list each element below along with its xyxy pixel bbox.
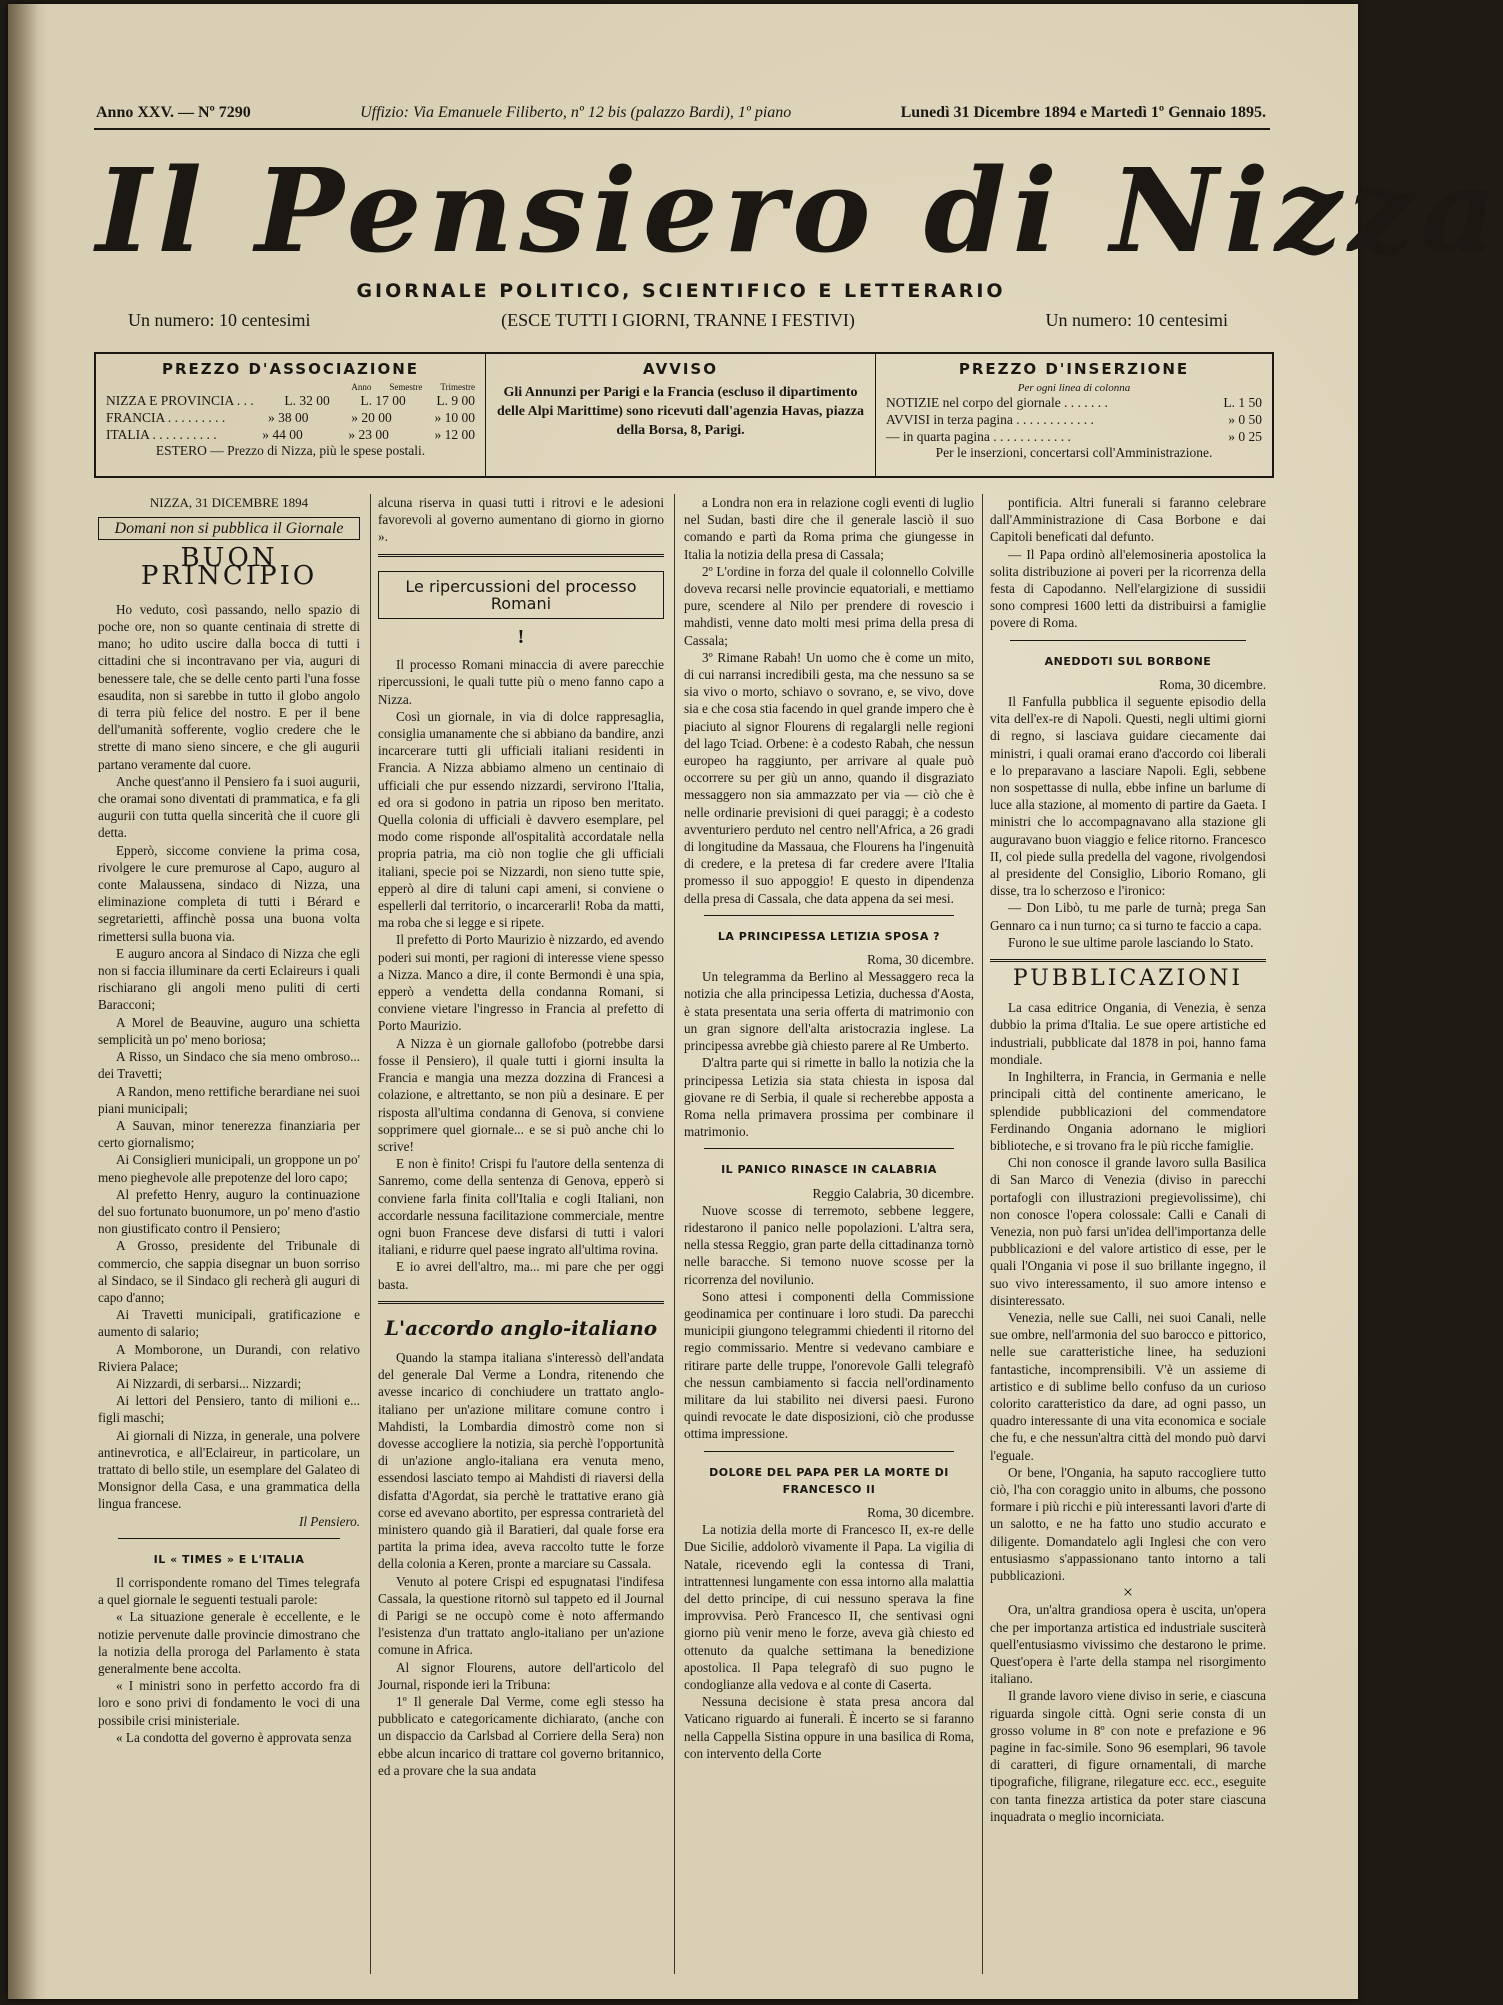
paragraph: Ai Travetti municipali, gratificazione e aumento di salario; <box>98 1307 360 1340</box>
article-body <box>990 494 1266 632</box>
column-2 <box>378 494 664 1974</box>
paragraph: Così un giornale, in via di dolce rappresaglia, consiglia umanamente che si abbiano da bandire, anzi incarcerare tutti gli ufficiali italiani residenti in Francia. A Nizza abbiamo almeno un centinaio di ufficiali che pur essendo nizzardi, servirono l'Italia, ed ora si godono in patria un riposo ben meritato. Quella colonia di ufficiali è davvero esemplare, pel modo come risponde all'ospitalità accordatale nella propria patria, ma ciò non toglie che gli ufficiali italiani, specie poi se Nizzardi, non sieno tutte spie, epperò al dire di taluni capi ameni, si conviene o espellerli dal territorio, o incarcerarli! Roba da matti, ma roba che si legge e si ripete. <box>378 708 664 931</box>
newspaper-page <box>8 4 1503 1999</box>
paragraph: Anche quest'anno il Pensiero fa i suoi augurii, che oramai sono diventati di prammatica, e fa gli augurii con tutta quella sincerità che il cuore gli detta. <box>98 773 360 841</box>
paragraph: Nessuna decisione è stata presa ancora dal Vaticano riguardo ai funerali. È incerto se si faranno nella Cappella Sistina oppure in una basilica di Roma, con intervento della Corte <box>684 1694 974 1761</box>
section-rule <box>704 1451 954 1452</box>
notice-text: Gli Annunzi per Parigi e la Francia (escluso il dipartimento delle Alpi Marittime) sono ricevuti dall'agenzia Havas, piazza della Borsa, 8, Parigi. <box>496 385 865 438</box>
foreign-price: ESTERO — Prezzo di Nizza, più le spese postali. <box>155 443 426 458</box>
paragraph: La notizia della morte di Francesco II, ex-re delle Due Sicilie, addolorò vivamente il Papa. La vigilia di Natale, ricevendo egli la contessa di Trani, intrattennesi lungamente con essa intorno alla malattia del detto principe, di cui nessuno sperava la fine improvvisa. Però Francesco II, che sentivasi ogni giorno più venir meno le forze, aveva già chiesto ed ottenuto da qualche settimana la benedizione apostolica. Il Papa telegrafò di suo pugno le condoglianze alla vedova e al conte di Caserta. <box>684 1522 974 1692</box>
paragraph: A Risso, un Sindaco che sia meno ombroso... dei Travetti; <box>98 1049 360 1082</box>
row-anno: » 44 00 <box>262 427 303 442</box>
row-place: FRANCIA . . . . . . . . . <box>106 410 226 425</box>
section-title: PUBBLICAZIONI <box>1012 966 1244 992</box>
no-publication-notice: Domani non si pubblica il Giornale <box>98 517 360 540</box>
insertion-row <box>886 394 1262 411</box>
paragraph: 1º Il generale Dal Verme, come egli stesso ha pubblicato e categoricamente dichiarato, (anche con un dispaccio da Carlsbad al Corriere della Sera) non ebbe alcun incarico di trattare col governo britannico, ed a provare che la sua andata <box>378 1694 664 1778</box>
subscription-col-headers <box>106 382 475 392</box>
insertion-box <box>876 354 1272 476</box>
ins-price: » 0 25 <box>1228 429 1262 444</box>
article-body <box>684 1521 974 1762</box>
paragraph: D'altra parte qui si rimette in ballo la notizia che la principessa Letizia sia stata chiesta in isposa dal giovane re di Serbia, il quale si recherebbe apposta a Roma nella primavera prossima per combinare il matrimonio. <box>684 1055 974 1140</box>
article-title: Le ripercussioni del processo Romani <box>378 571 664 619</box>
paragraph: Ai Nizzardi, di serbarsi... Nizzardi; <box>116 1375 302 1391</box>
paragraph: Quando la stampa italiana s'interessò dell'andata del generale Dal Verme a Londra, ritenendo che avesse incarico di conchiudere un trattato anglo-italiano per un'azione militare comune contro i Mahdisti, la Lombardia dimostrò come non si dovesse accogliere la notizia, sia perchè l'opportunità di un'azione anglo-italiana era venuta meno, essendosi lasciato tempo ai Mahdisti di riaversi della disfatta d'Agordat, sia perchè le trattative erano già corse ed avevano abortito, per espressa contrarietà del ministero quando già il Baratieri, dal quale forse era partita la prima idea, aveva raccolto tutte le forze della colonia a Keren, pronte a marciare su Cassala. <box>378 1349 664 1572</box>
paragraph: Il prefetto di Porto Maurizio è nizzardo, ed avendo poderi sui monti, per ragioni di interesse viene spesso a Nizza. Manco a dire, il conte Bermondi è una spia, epperò a vendetta della condanna Romani, si conviene vietare l'ingresso in Francia al prefetto di Porto Maurizio. <box>378 932 664 1034</box>
paragraph: A Randon, meno rettifiche berardiane nei suoi piani municipali; <box>98 1083 360 1116</box>
notice-box <box>486 354 876 476</box>
info-boxes <box>94 352 1274 478</box>
exclamation-mark: ! <box>517 626 525 649</box>
masthead-title: Il Pensiero di Nizza <box>96 142 1503 279</box>
subscription-title: PREZZO D'ASSOCIAZIONE <box>161 360 420 378</box>
paragraph: La casa editrice Ongania, di Venezia, è senza dubbio la prima d'Italia. Le sue opere artistiche ed industriali, pubblicate dal 1878 in poi, hanno fama mondiale. <box>990 1000 1266 1067</box>
section-rule <box>704 1148 954 1149</box>
subscription-row <box>106 409 475 426</box>
section-dateline: Reggio Calabria, 30 dicembre. <box>812 1185 974 1201</box>
dateline: NIZZA, 31 DICEMBRE 1894 <box>149 495 309 510</box>
subscription-box <box>96 354 486 476</box>
paragraph: Nuove scosse di terremoto, sebbene leggere, ridestarono il panico nelle popolazioni. L'altra sera, nella stessa Reggio, gran parte della cittadinanza tornò nelle baracche. Si temono nuove scosse per la ricorrenza del novilunio. <box>684 1202 974 1287</box>
paragraph: Epperò, siccome conviene la prima cosa, rivolgere le cure premurose al Capo, auguro al conte Malaussena, sindaco di Nizza, una eliminazione completa di tutti i Bérard e segretarietti, affinchè possa una buona volta rimettersi sulla buona via. <box>98 842 360 944</box>
paragraph: « La condotta del governo è approvata senza <box>116 1729 352 1745</box>
row-anno: L. 32 00 <box>284 393 330 408</box>
insertion-sub: Per ogni linea di colonna <box>1017 382 1131 394</box>
paragraph: Ai Consiglieri municipali, un groppone un po' meno pieghevole alle prepotenze del loro capo; <box>98 1152 360 1185</box>
section-rule <box>704 915 954 916</box>
paragraph: — Don Libò, tu me parle de turnà; prega San Gennaro ca i nun turno; ca si turno te faccio a capa. <box>990 900 1266 933</box>
insertion-row <box>886 411 1262 428</box>
article-body <box>990 693 1266 951</box>
paragraph: 3º Rimane Rabah! Un uomo che è come un mito, di cui narransi incredibili gesta, ma che nessuno sa se sia vivo o morto, schiavo o sovrano, e, se vivo, dove sia e che cosa stia facendo in quel grande impero che è piaciuto al signor Flourens di regalargli nelle regioni del lago Tciad. Orbene: è a codesto Rabah, che nessun europeo ha raggiunto, per arrivare al quale può occorrere su per giù un anno, quando il disgraziato messaggero non sia ammazzato per via — ciò che è nelle ordinarie previsioni di quei paraggi; è a codesto avventuriero perduto nel centro nell'Africa, a 26 gradi di longitudine da Massaua, che Flourens ha l'ingenuità di credere, e la pretesa di far credere avere l'Italia promesso il suo appoggio! E questo in dipendenza della presa di Cassala, che data appena da sei mesi. <box>684 649 974 906</box>
ins-label: — in quarta pagina . . . . . . . . . . . . <box>886 429 1071 444</box>
article-body <box>990 999 1266 1584</box>
paragraph: Il processo Romani minaccia di avere parecchie ripercussioni, le quali tutte più o meno fanno capo a Nizza. <box>378 657 664 707</box>
ins-label: AVVISI in terza pagina . . . . . . . . . . . . <box>886 412 1094 427</box>
paragraph: Ai lettori del Pensiero, tanto di milioni e... figli maschi; <box>98 1393 360 1426</box>
row-semestre: » 20 00 <box>351 410 392 425</box>
paragraph: Venezia, nelle sue Calli, nei suoi Canali, nelle sue ombre, nell'armonia del suo barocco e pittorico, nelle sue caratteristiche linee, ha seduzioni fantastiche, incomprensibili. V'è un assieme di artistico e di sublime bello confuso da un curioso colorito caratteristico da dare, ad ogni passo, un quadro interessante di una vita economica e sociale che fu, e che nessun'altra città del mondo può darvi l'eguale. <box>990 1309 1266 1463</box>
col-trimestre: Trimestre <box>440 382 475 392</box>
row-anno: » 38 00 <box>268 410 309 425</box>
paragraph: E auguro ancora al Sindaco di Nizza che egli non si faccia illuminare da certi Eclaireurs i quali rischiarano gli angoli meno puliti di certi Baracconi; <box>98 945 360 1013</box>
ins-price: L. 1 50 <box>1223 395 1262 410</box>
row-trimestre: L. 9 00 <box>436 393 475 408</box>
section-title: LA PRINCIPESSA LETIZIA SPOSA ? <box>717 929 941 943</box>
article-title: BUON PRINCIPIO <box>140 543 318 591</box>
single-copy-price-left: Un numero: 10 centesimi <box>128 310 311 330</box>
section-rule <box>118 1538 340 1539</box>
separator-mark: × <box>1122 1582 1134 1603</box>
paragraph: A Morel de Beauvine, auguro una schietta semplicità un po' meno boriosa; <box>98 1014 360 1047</box>
row-trimestre: » 12 00 <box>434 427 475 442</box>
issue-number: Anno XXV. — Nº 7290 <box>96 104 251 121</box>
section-title: DOLORE DEL PAPA PER LA MORTE DI FRANCESCO II <box>709 1465 949 1496</box>
paragraph: Ho veduto, così passando, nello spazio di poche ore, non so quante centinaia di strette di mano; ho udito uscire dalla bocca di tutti i cittadini che si incontravano per via, auguri di benessere tale, che se delle cento parti l'una fosse esaudita, non si sarebbe in tutto il globo angolo di terra più felice del nostro. E per il bene dell'umanità sofferente, voglio credere che le strette di mano sieno sincere, e che gli augurii partano veramente dal cuore. <box>98 601 360 772</box>
column-3 <box>684 494 974 1974</box>
issue-line <box>96 104 1266 122</box>
column-4 <box>990 494 1266 1974</box>
section-dateline: Roma, 30 dicembre. <box>1159 676 1266 692</box>
issue-date: Lunedì 31 Dicembre 1894 e Martedì 1º Gennaio 1895. <box>900 104 1266 121</box>
column-divider <box>370 494 371 1974</box>
section-title: IL « TIMES » E L'ITALIA <box>153 1552 305 1566</box>
section-title: IL PANICO RINASCE IN CALABRIA <box>721 1163 937 1177</box>
paragraph: A Nizza è un giornale gallofobo (potrebbe darsi fosse il Pensiero), il quale tutti i giorni insulta la Francia e mangia una mezza dozzina di Francesi a colazione, e altrettanto, se non più a desinare. E per risposta all'ultima condanna di Genova, si conviene sopprimere quel giornale... e se si può anche chi lo scrive! <box>378 1035 664 1154</box>
col-semestre: Semestre <box>389 382 423 392</box>
section-dateline: Roma, 30 dicembre. <box>867 952 974 968</box>
paragraph: Al prefetto Henry, auguro la continuazione del suo fortunato buonumore, un po' meno d'astio non giustificato contro il Pensiero; <box>98 1186 360 1237</box>
row-trimestre: » 10 00 <box>434 410 475 425</box>
article-body <box>684 494 974 907</box>
article-body <box>684 968 974 1140</box>
paragraph: pontificia. Altri funerali si faranno celebrare dall'Amministrazione di Casa Borbone e dai Capitoli beneficati dal defunto. <box>990 495 1266 545</box>
paragraph: Sono attesi i componenti della Commissione geodinamica per continuare i loro studi. Da parecchi municipii giungono telegrammi chiedenti il ritorno del regio commissario. Mentre si vedevano cambiare e ritirare parte delle truppe, l'onorevole Galli telegrafò che nessun cambiamento si faccia nell'ordinamento militare da lui stabilito nei diversi paesi. Furono quindi revocate le date disposizioni, ciò che produsse ottima impressione. <box>684 1288 974 1442</box>
subscription-row <box>106 426 475 443</box>
subscription-row <box>106 392 475 409</box>
section-rule <box>378 1301 664 1304</box>
ins-label: NOTIZIE nel corpo del giornale . . . . . . . <box>886 395 1108 410</box>
paragraph: Il Fanfulla pubblica il seguente episodio della vita dell'ex-re di Napoli. Questi, negli ultimi giorni di regno, si lasciava guidare ciecamente dai ministri, i quali oramai erano d'accordo coi liberali e lo preparavano a lasciare Napoli. Egli, sebbene non sospettasse di nulla, ebbe infine un barlume di luce alla stazione, al momento di partire da Gaeta. I ministri che lo accompagnavano alla stazione gli auguravano buon viaggio e felice ritorno. Francesco II, col piede sulla predella del vagone, rivolgendosi al presidente del Consiglio, Liborio Romano, gli disse, tra lo scherzoso e l'ironico: <box>990 694 1266 899</box>
paragraph: — Il Papa ordinò all'elemosineria apostolica la solita distribuzione ai poveri per la ricorrenza della festa di Capodanno. Nell'elargizione di sussidii sono compresi 1600 letti da distribuirsi a famiglie povere di Roma. <box>990 546 1266 631</box>
article-body <box>98 601 360 1513</box>
paragraph: a Londra non era in relazione cogli eventi di luglio nel Sudan, basti dire che il generale lasciò il suo comando e partì da Roma prima che giungesse in Italia la notizia della presa di Cassala; <box>684 495 974 562</box>
paragraph: E io avrei dell'altro, ma... mi pare che per oggi basta. <box>378 1259 664 1292</box>
binding-shadow <box>8 4 38 1999</box>
paragraph: Ai giornali di Nizza, in generale, una polvere antinevrotica, e all'Eclaireur, in particolare, un trattato di bello stile, un esemplare del Galateo di Monsignor della Casa, e una grammatica della lingua francese. <box>98 1427 360 1512</box>
article-body <box>378 1349 664 1779</box>
paragraph: Or bene, l'Ongania, ha saputo raccogliere tutto ciò, l'ha con coraggio unito in albums, che possono formare i più ricchi e più interessanti lavori d'arte di un salotto, e ne ha fatto uno studio accurato e diligente. Domandatelo agli Inglesi che con vero entusiasmo s'appassionano tanto intorno a tali pubblicazioni. <box>990 1464 1266 1583</box>
publication-frequency: (ESCE TUTTI I GIORNI, TRANNE I FESTIVI) <box>501 310 855 330</box>
paragraph: Furono le sue ultime parole lasciando lo Stato. <box>1008 934 1254 950</box>
section-rule <box>1010 640 1246 641</box>
top-rule <box>94 128 1270 130</box>
article-body <box>684 1202 974 1443</box>
row-semestre: L. 17 00 <box>360 393 406 408</box>
continued-text: alcuna riserva in quasi tutti i ritrovi e le adesioni favorevoli al governo aumentano di giorno in giorno ». <box>378 495 664 545</box>
article-body <box>990 1601 1266 1825</box>
paragraph: E non è finito! Crispi fu l'autore della sentenza di Sanremo, come della sentenza di Genova, epperò si conviene farla finita coll'Italia e cogli Italiani, non accordarle nessuna facilitazione commerciale, mentre ogni buon Francese deve disfarsi di tutti i valori italiani, e ridurre quel paese ingrato all'ultima rovina. <box>378 1156 664 1258</box>
column-1 <box>98 494 360 1974</box>
paragraph: In Inghilterra, in Francia, in Germania e nelle principali città del continente americano, le splendide pubblicazioni del commendatore Ferdinando Ongania adornano le migliori biblioteche, e si trovano fra le più ricche famiglie. <box>990 1069 1266 1153</box>
paragraph: Chi non conosce il grande lavoro sulla Basilica di San Marco di Venezia (diviso in parecchi portafogli con illustrazioni pregievolissime), chi non conosce l'opera colossale: Calli e Canali di Venezia, non può farsi un'idea dell'importanza delle pubblicazioni e del valore artistico di esse, per le quali l'Ongania vi pose il suo brillante ingegno, il suo vivo interessamento, il suo amore intenso e disinteressato. <box>990 1155 1266 1308</box>
paragraph: « La situazione generale è eccellente, e le notizie pervenute dalle provincie dimostrano che la notizia della proroga del Parlamento è stata generalmente bene accolta. <box>98 1609 360 1676</box>
section-rule <box>378 554 664 557</box>
section-rule <box>990 959 1266 962</box>
paragraph: 2º L'ordine in forza del quale il colonnello Colville doveva recarsi nelle provincie equatoriali, e mettiamo pure, scendere al Nilo per prendere di rovescio i mahdisti, venne dato molti mesi prima della presa di Cassala; <box>684 563 974 648</box>
article-body <box>98 1574 360 1746</box>
paragraph: A Sauvan, minor tenerezza finanziaria per certo giornalismo; <box>98 1117 360 1151</box>
office-address: Uffizio: Via Emanuele Filiberto, nº 12 bis (palazzo Bardi), 1º piano <box>360 104 792 121</box>
paragraph: Venuto al potere Crispi ed espugnatasi l'indifesa Cassala, la questione ritornò sul tappeto ed il Journal di Parigi se ne occupò come è noto affermando l'esistenza d'un trattato anglo-italiano per un'azione comune in Africa. <box>378 1573 664 1658</box>
ins-price: » 0 50 <box>1228 412 1262 427</box>
paragraph: A Momborone, un Durandi, con relativo Riviera Palace; <box>98 1341 360 1374</box>
paragraph: Al signor Flourens, autore dell'articolo del Journal, risponde ieri la Tribuna: <box>378 1659 664 1692</box>
paragraph: « I ministri sono in perfetto accordo fra di loro e sono privi di fondamento le voci di una possibile crisi ministeriale. <box>98 1678 360 1728</box>
column-divider <box>674 494 675 1974</box>
insertion-row <box>886 428 1262 445</box>
section-dateline: Roma, 30 dicembre. <box>867 1504 974 1520</box>
column-divider <box>982 494 983 1974</box>
price-row <box>128 310 1228 331</box>
row-place: ITALIA . . . . . . . . . . <box>106 427 217 442</box>
article-signature: Il Pensiero. <box>298 1513 360 1529</box>
insertion-title: PREZZO D'INSERZIONE <box>958 360 1190 378</box>
row-place: NIZZA E PROVINCIA . . . <box>106 393 254 408</box>
section-title: ANEDDOTI SUL BORBONE <box>1044 654 1212 668</box>
article-title: L'accordo anglo-italiano <box>384 1315 658 1340</box>
paragraph: A Grosso, presidente del Tribunale di commercio, che sappia disegnar un buon sorriso al Sindaco, se il Sindaco gli recherà gli auguri di capo d'anno; <box>98 1238 360 1305</box>
paragraph: Il grande lavoro viene diviso in serie, e ciascuna riguarda singole città. Ogni serie consta di un grosso volume in 8º con note e prefazione e 96 pagine in fac-simile. Sono 96 esemplari, 96 tavole di caratteri, di figure ornamentali, di marche tipografiche, filigrane, rilegature ecc. ecc., eseguite con tanta finezza artistica da poter stare ciascuna inquadrata o meglio incorniciata. <box>990 1688 1266 1824</box>
col-anno: Anno <box>351 382 372 392</box>
paragraph: Il corrispondente romano del Times telegrafa a quel giornale le seguenti testuali parole: <box>98 1574 360 1608</box>
paragraph: Ora, un'altra grandiosa opera è uscita, un'opera che per importanza artistica ed industriale susciterà quell'entusiasmo vivissimo che destarono le prime. Quest'opera è l'arte della stampa nel risorgimento italiano. <box>990 1602 1266 1687</box>
notice-title: AVVISO <box>643 360 718 378</box>
article-body <box>378 656 664 1293</box>
paragraph: Un telegramma da Berlino al Messaggero reca la notizia che alla principessa Letizia, duchessa d'Aosta, è stata presentata una seria offerta di matrimonio con un gran signore dell'alta aristocrazia inglese. La principessa avrebbe già chiesto parere al Re Umberto. <box>684 969 974 1054</box>
masthead-subtitle: GIORNALE POLITICO, SCIENTIFICO E LETTERARIO <box>356 280 1006 302</box>
insertion-note: Per le inserzioni, concertarsi coll'Amministrazione. <box>935 445 1213 460</box>
single-copy-price-right: Un numero: 10 centesimi <box>1045 310 1228 330</box>
row-semestre: » 23 00 <box>348 427 389 442</box>
